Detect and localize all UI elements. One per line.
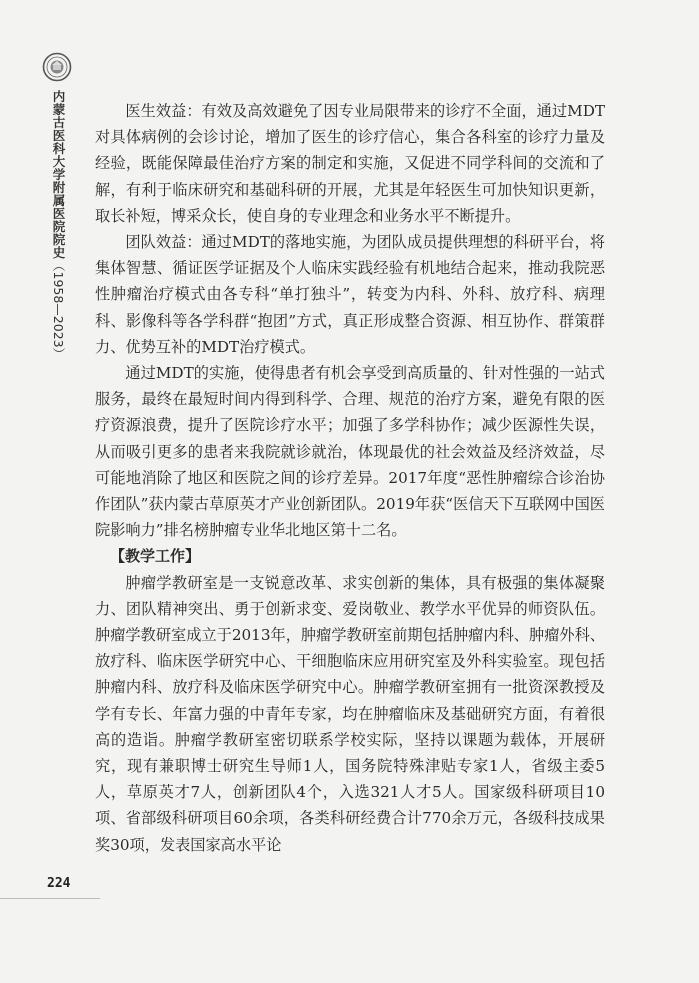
paragraph-mdt-summary: 通过MDT的实施，使得患者有机会享受到高质量的、针对性强的一站式服务，最终在最短时间内得到科学、合理、规范的治疗方案，避免有限的医疗资源浪费，提升了医院诊疗水平；加强了多学科协作；减少医源性失误，从而吸引更多的患者来我院就诊就治，体现最优的社会效益及经济效益，尽可能地消除了地区和医院之间的诊疗差异。2017年度“恶性肿瘤综合诊治协作团队”获内蒙古草原英才产业创新团队。2019年获“医信天下互联网中国医院影响力”排名榜肿瘤专业华北地区第十二名。 <box>95 364 605 540</box>
paragraph-teaching: 肿瘤学教研室是一支锐意改革、求实创新的集体，具有极强的集体凝聚力、团队精神突出、勇于创新求变、爱岗敬业、教学水平优异的师资队伍。肿瘤学教研室成立于2013年，肿瘤学教研室前期包括肿瘤内科、肿瘤外科、放疗科、临床医学研究中心、干细胞临床应用研究室及外科实验室。现包括肿瘤内科、放疗科及临床医学研究中心。肿瘤学教研室拥有一批资深教授及学有专长、年富力强的中青年专家，均在肿瘤临床及基础研究方面，有着很高的造诣。肿瘤学教研室密切联系学校实际，坚持以课题为载体，开展研究，现有兼职博士研究生导师1人，国务院特殊津贴专家1人，省级主委5人，草原英才7人，创新团队4个，入选321人才5人。国家级科研项目10项、省部级科研项目60余项，各类科研经费合计770余万元，各级科技成果奖30项，发表国家高水平论 <box>95 573 605 854</box>
university-seal-icon <box>42 52 72 82</box>
paragraph-team-benefit: 团队效益：通过MDT的落地实施，为团队成员提供理想的科研平台，将集体智慧、循证医学证据及个人临床实践经验有机地结合起来，推动我院恶性肿瘤治疗模式由各专科“单打独斗”，转变为内科、外科、放疗科、病理科、影像科等各学科群“抱团”方式，真正形成整合资源、相互协作、群策群力、优势互补的MDT治疗模式。 <box>95 233 605 356</box>
page-number: 224 <box>47 876 71 891</box>
book-title <box>48 90 68 360</box>
section-heading-teaching: 【教学工作】 <box>110 547 201 566</box>
book-title-years: （1958—2023） <box>51 259 66 361</box>
body-text <box>95 98 605 858</box>
paragraph-doctor-benefit: 医生效益：有效及高效避免了因专业局限带来的诊疗不全面，通过MDT对具体病例的会诊讨论，增加了医生的诊疗信心，集合各科室的诊疗力量及经验，既能保障最佳治疗方案的制定和实施，又促进不同学科间的交流和了解，有利于临床研究和基础科研的开展，尤其是年轻医生可加快知识更新，取长补短，博采众长，使自身的专业理念和业务水平不断提升。 <box>95 102 605 225</box>
book-title-text: 内蒙古医科大学附属医院院史 <box>51 90 66 259</box>
footer-rule <box>0 898 100 899</box>
